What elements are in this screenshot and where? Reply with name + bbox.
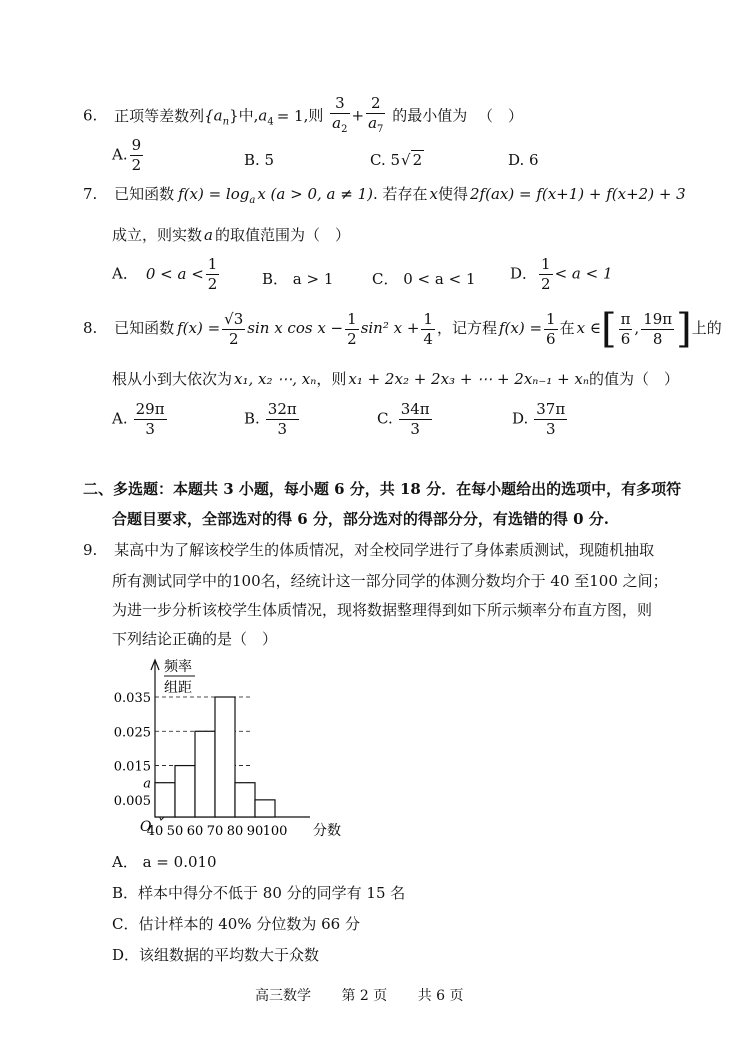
q8-option-a: A. $\frac{29\pi}{3}$ [112,400,165,438]
histogram-bar-50-60 [175,766,195,817]
y-tick-label: 0.015 [113,759,151,775]
x-axis-label: 分数 [313,823,341,839]
q9-line1: 9. 某高中为了解该校学生的体质情况，对全校同学进行了身体素质测试，现随机抽取 [83,541,655,559]
histogram-bar-60-70 [195,731,215,817]
q6-option-b: B. 5 [244,151,275,169]
histogram-y-ticks [114,691,151,809]
q9-option-d: D．该组数据的平均数大于众数 [112,946,320,964]
q8-line2: 根从小到大依次为 x₁, x₂ ⋯, xₙ，则 x₁ + 2x₂ + 2x₃ + ⋯ + 2xₙ₋₁ + xₙ的值为（ ） [112,370,679,388]
x-tick-label: 40 [146,824,164,839]
q9-line3: 为进一步分析该校学生体质情况，现将数据整理得到如下所示频率分布直方图，则 [112,601,653,619]
q7-option-b: B． a > 1 [262,270,334,288]
x-tick-label: 60 [186,824,204,839]
histogram-bar-90-100 [255,800,275,817]
q7-option-a: A． 0 < a < $\frac{1}{2}$ [112,255,218,293]
histogram-bar-80-90 [235,783,255,817]
q6-stem: 正项等差数列 [114,106,205,125]
q9-number: 9. [83,541,98,559]
q6-option-a: A. $\frac{9}{2}$ [112,136,142,174]
x-tick-label: 80 [226,824,244,839]
q7-option-c: C． 0 < a < 1 [372,270,476,288]
q9-option-b: B．样本中得分不低于 80 分的同学有 15 名 [112,884,406,902]
x-tick-label: 100 [262,824,288,839]
q6-number: 6. [83,106,98,125]
x-tick-label: 50 [166,824,184,839]
q7-line2: 成立，则实数 a 的取值范围为（ ） [112,226,350,244]
q6-option-c: C. 5√ 2 [370,151,423,169]
q8-option-d: D. $\frac{37\pi}{3}$ [512,400,566,438]
q6-line: 6. 正项等差数列$\{a_n\}$中$,a_4 = 1$,则 $\frac{3}{a_2}$ + $\frac{2}{a_7}$ 的最小值为 （ ） [83,94,523,143]
histogram-x-ticks [147,824,288,839]
histogram-bars [155,697,275,817]
q8-number: 8. [83,319,98,337]
footer-total: 共 6 页 [417,988,464,1004]
y-tick-label: a [143,776,151,792]
section2-heading-line2: 合题目要求，全部选对的得 6 分，部分选对的得部分分，有选错的得 0 分. [112,510,609,528]
footer-page: 第 2 页 [341,988,388,1004]
x-tick-label: 70 [206,824,224,839]
q6-option-d: D. 6 [508,151,539,169]
q9-option-c: C．估计样本的 40% 分位数为 66 分 [112,915,360,933]
q6-fraction-1: $\frac{3}{a_2}$ [332,94,348,135]
section2-heading-line1: 二、多选题：本题共 3 小题，每小题 6 分，共 18 分．在每小题给出的选项中，有多项符 [83,480,682,498]
q9-option-a: A． a = 0.010 [112,853,217,871]
y-tick-label: 0.035 [113,691,151,706]
y-tick-label: 0.025 [113,725,151,741]
footer [255,985,464,1005]
y-axis-label-bottom: 组距 [164,680,192,696]
q9-line4: 下列结论正确的是（ ） [112,630,278,648]
q7-option-d: D． $\frac{1}{2}$ < a < 1 [510,255,613,293]
y-tick-label: 0.005 [113,793,151,809]
q6-answer-blank: （ ） [477,106,523,125]
origin-label: O [140,819,152,835]
x-tick-label: 90 [246,824,264,839]
histogram-bar-40-50 [155,783,175,817]
y-axis-label-top: 频率 [164,659,192,675]
q8-line1: 8. 已知函数 f(x) = $\frac{√3}{2}$ sin x cos x − $\frac{1}{2}$ sin² x + $\frac{1}{4}$ ，记方程 f(x) = $\frac{1}{6}$ 在 x ∈[ $\frac{\pi}{6}$ , $\frac{19\pi}{8}$ ]上的 [83,306,722,352]
q8-option-c: C. $\frac{34\pi}{3}$ [377,400,430,438]
q7-line1: 7. 已知函数 $f(x) = \log_a x$ (a > 0, a ≠ 1). 若存在 x使得 2f(ax) = f(x+1) + f(x+2) + 3 [83,185,686,206]
frequency-histogram [105,652,365,844]
q6-fraction-2: $\frac{2}{a_7}$ [368,94,384,135]
histogram-bar-70-80 [215,697,235,817]
footer-subject: 高三数学 [255,988,311,1004]
q9-line2: 所有测试同学中的100名，经统计这一部分同学的体测分数均介于 40 至100 之间； [112,572,668,590]
q7-number: 7. [83,185,98,203]
q8-option-b: B. $\frac{32\pi}{3}$ [244,400,297,438]
